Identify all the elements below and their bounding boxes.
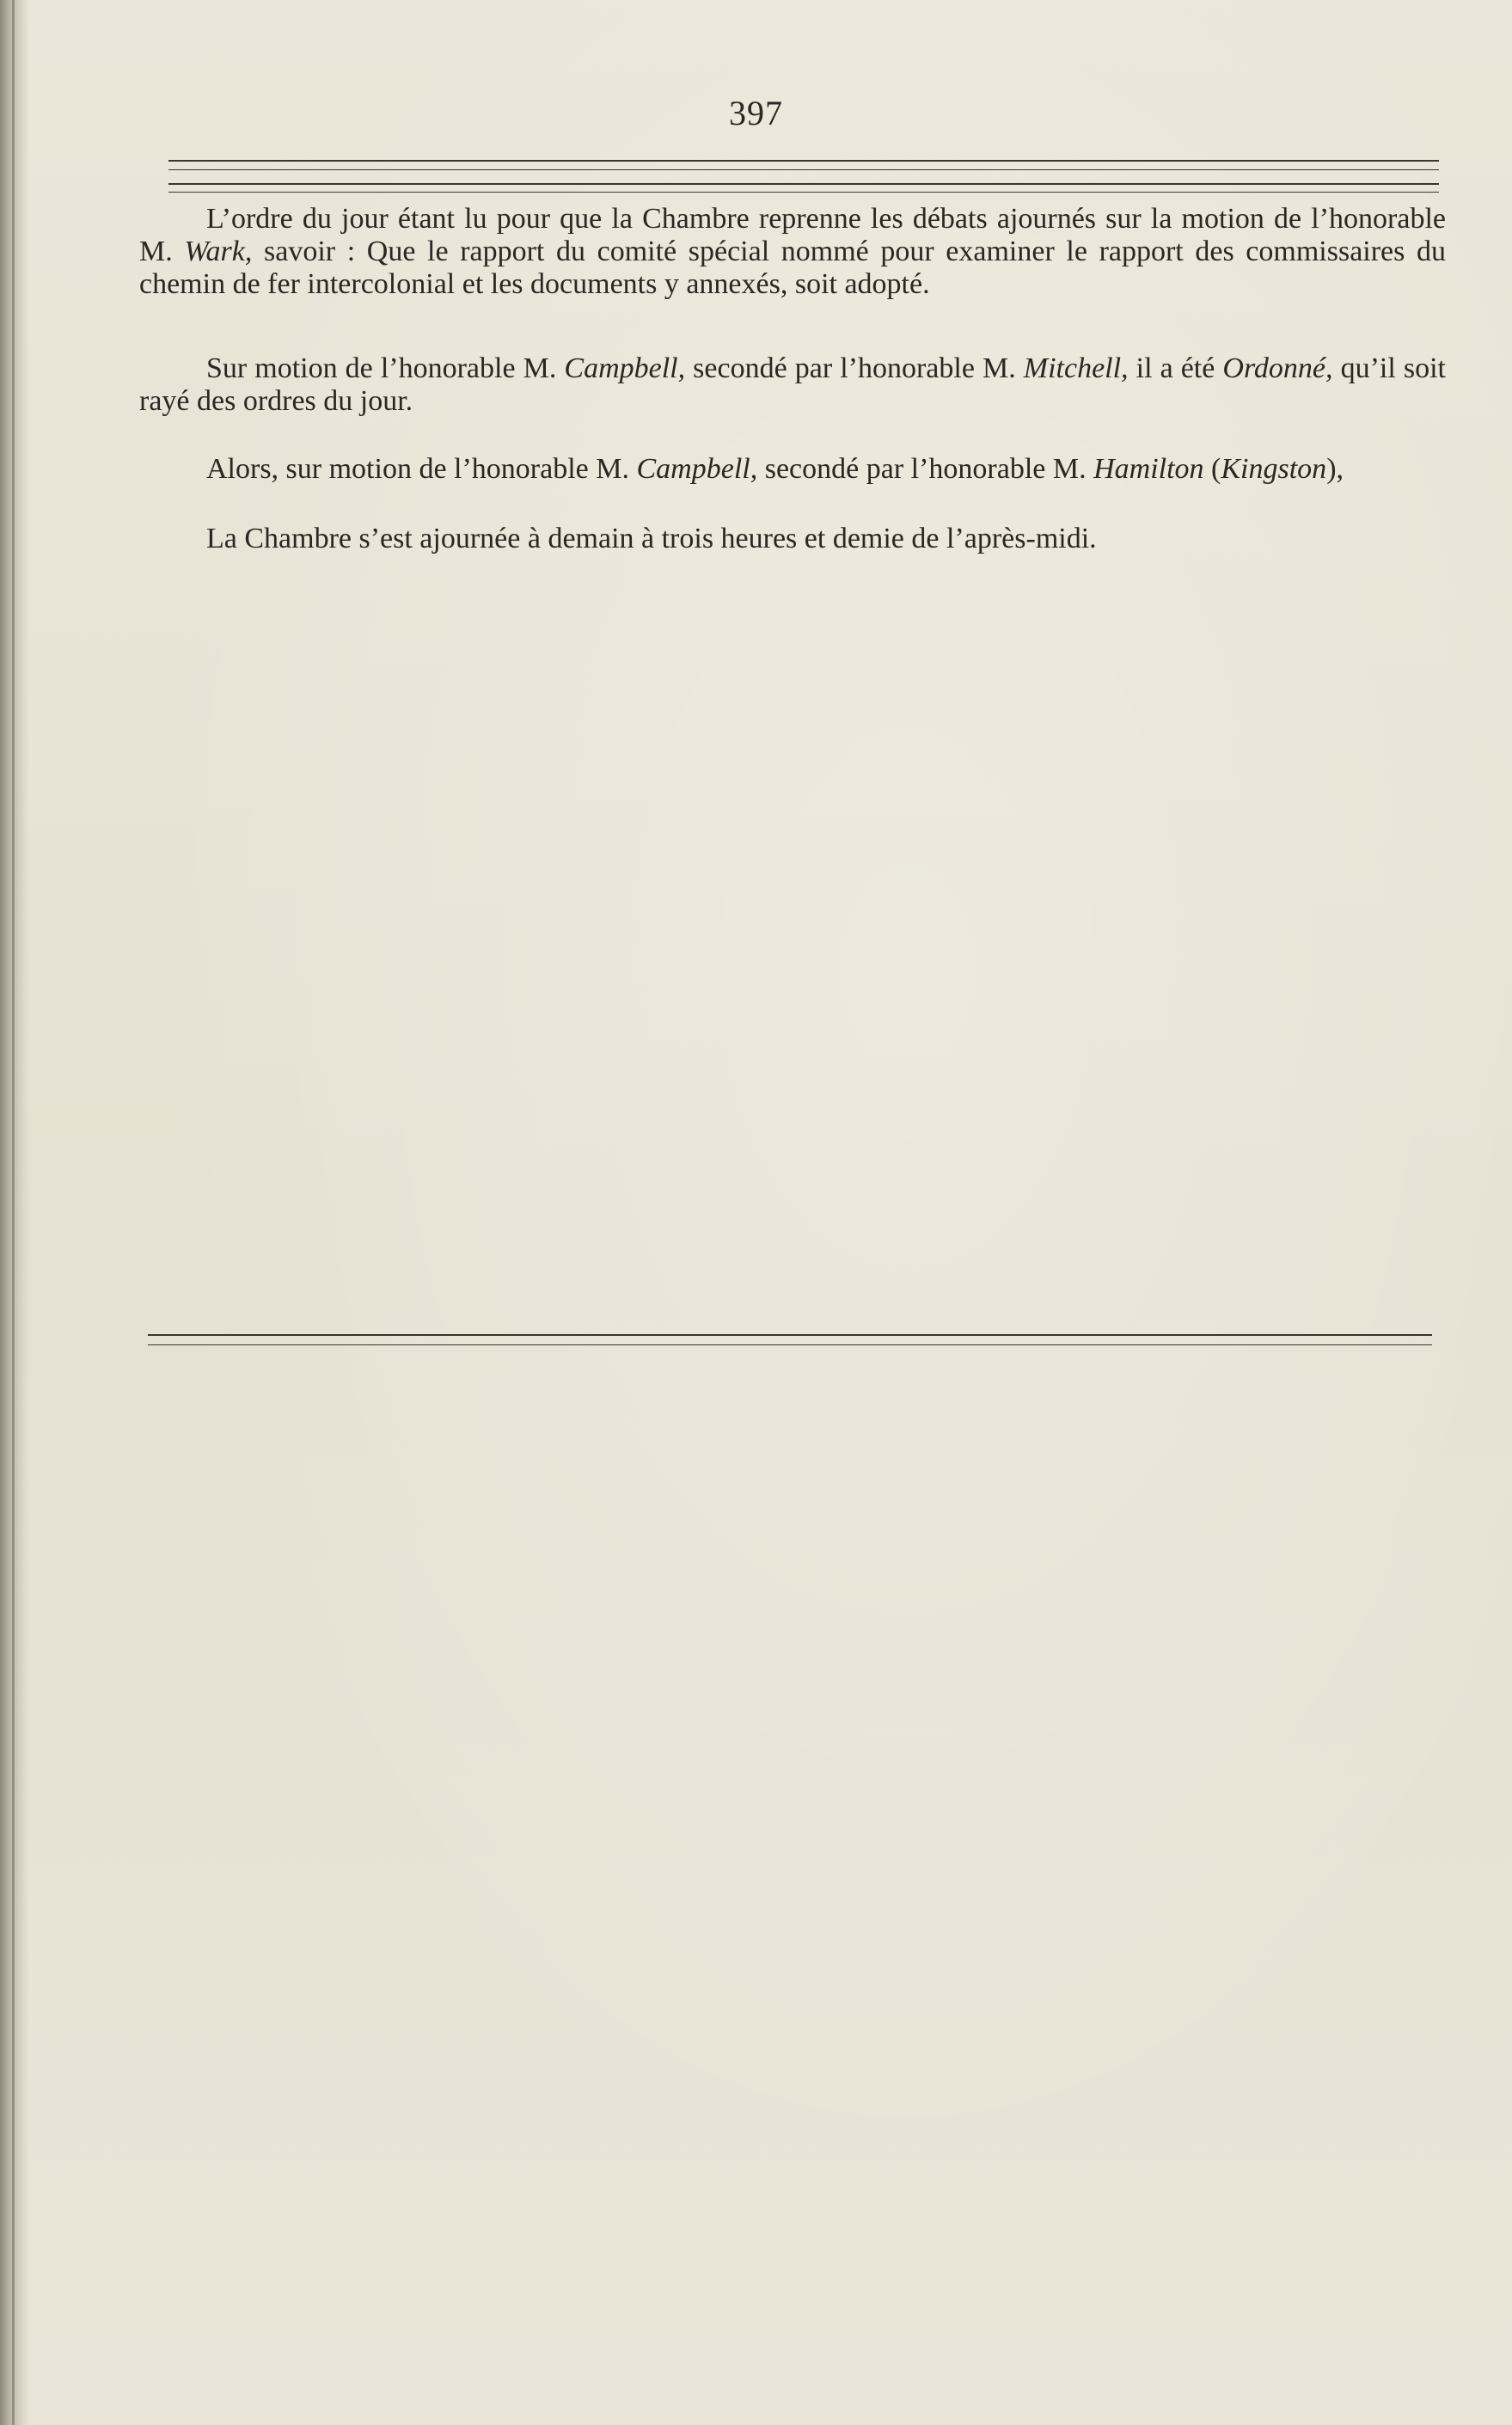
paragraph-motion-campbell-hamilton	[139, 453, 1446, 486]
paragraph-adjournment	[139, 523, 1446, 555]
text-run: La Chambre s’est ajournée à demain à trois heures et demie de l’après-midi.	[206, 523, 1097, 554]
text-run: Sur motion de l’honorable M.	[206, 352, 565, 384]
paragraph-motion-campbell-mitchell	[139, 352, 1446, 418]
name-campbell: Campbell,	[636, 453, 758, 485]
book-binding-edge	[0, 0, 29, 2425]
footer-rule-thick	[148, 1334, 1432, 1336]
text-run: L’ordre du jour étant lu pour que la Chambre reprenne les débats ajournés sur la motion de l’honorable M.	[139, 203, 1446, 267]
name-kingston: Kingston	[1221, 453, 1327, 485]
text-run: il a été	[1128, 352, 1223, 384]
paragraph-order-of-day	[139, 203, 1446, 301]
text-run: secondé par l’honorable M.	[757, 453, 1094, 485]
name-hamilton: Hamilton	[1093, 453, 1204, 485]
page-number: 397	[729, 94, 783, 132]
footer-rule-thin	[148, 1344, 1432, 1345]
text-run: (	[1203, 453, 1221, 485]
name-mitchell: Mitchell,	[1023, 352, 1129, 384]
text-run: qu’il soit rayé des ordres du jour.	[139, 352, 1446, 417]
header-rule-thin-2	[168, 192, 1439, 193]
name-campbell: Campbell,	[564, 352, 686, 384]
word-ordonne: Ordonné,	[1222, 352, 1333, 384]
name-wark: Wark,	[184, 236, 253, 267]
header-rule-thin	[168, 169, 1439, 170]
text-run: savoir : Que le rapport du comité spécial nommé pour examiner le rapport des commissaires du chemin de fer intercolonial et les documents y annexés, soit adopté.	[139, 236, 1446, 300]
binding-shadow-line	[12, 0, 15, 2425]
text-run: Alors, sur motion de l’honorable M.	[206, 453, 637, 485]
text-run: secondé par l’honorable M.	[685, 352, 1024, 384]
text-run: ),	[1326, 453, 1344, 485]
header-rule-thick-2	[168, 183, 1439, 185]
header-rule-thick	[168, 160, 1439, 162]
